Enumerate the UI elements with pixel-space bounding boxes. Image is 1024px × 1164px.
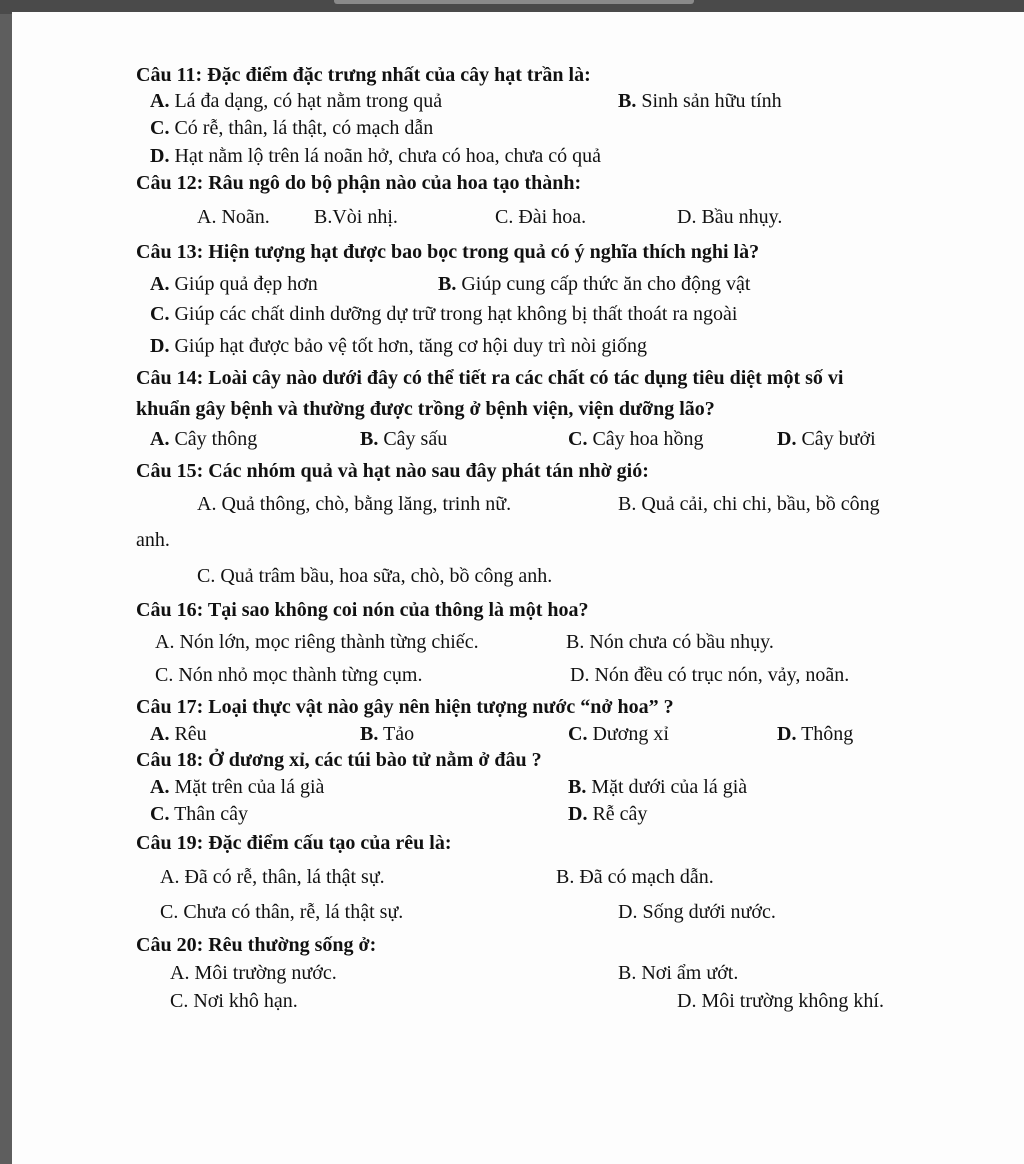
q17-option-a: A. Rêu [150, 723, 207, 745]
q17-option-b: B. Tảo [360, 723, 415, 745]
q18-option-c: C. Thân cây [150, 803, 248, 825]
q18-option-b: B. Mặt dưới của lá già [568, 776, 748, 798]
q17-option-d: D. Thông [777, 723, 854, 745]
question-13: Câu 13: Hiện tượng hạt được bao bọc trong quả có ý nghĩa thích nghi là? [136, 241, 760, 263]
q15-option-b-cont: anh. [136, 529, 170, 551]
question-20: Câu 20: Rêu thường sống ở: [136, 934, 377, 956]
question-15: Câu 15: Các nhóm quả và hạt nào sau đây phát tán nhờ gió: [136, 460, 649, 482]
q13-option-b: B. Giúp cung cấp thức ăn cho động vật [438, 273, 751, 295]
q20-option-c: C. Nơi khô hạn. [170, 990, 298, 1012]
q14-option-c: C. Cây hoa hồng [568, 428, 704, 450]
q13-option-d: D. Giúp hạt được bảo vệ tốt hơn, tăng cơ hội duy trì nòi giống [150, 335, 647, 357]
q14-option-b: B. Cây sấu [360, 428, 448, 450]
question-11: Câu 11: Đặc điểm đặc trưng nhất của cây hạt trần là: [136, 64, 591, 86]
document-page [12, 12, 1024, 1164]
q15-option-b: B. Quả cải, chi chi, bầu, bồ công [618, 493, 880, 515]
q11-option-d: D. Hạt nằm lộ trên lá noãn hở, chưa có hoa, chưa có quả [150, 145, 601, 167]
q12-option-c: C. Đài hoa. [495, 206, 587, 228]
question-18: Câu 18: Ở dương xỉ, các túi bào tử nằm ở đâu ? [136, 749, 542, 771]
q13-option-c: C. Giúp các chất dinh dưỡng dự trữ trong hạt không bị thất thoát ra ngoài [150, 303, 738, 325]
q12-option-a: A. Noãn. [197, 206, 270, 228]
q19-option-a: A. Đã có rễ, thân, lá thật sự. [160, 866, 385, 888]
q18-option-d: D. Rễ cây [568, 803, 648, 825]
viewer-tab [334, 0, 694, 4]
q16-option-c: C. Nón nhỏ mọc thành từng cụm. [155, 664, 423, 686]
question-17: Câu 17: Loại thực vật nào gây nên hiện tượng nước “nở hoa” ? [136, 696, 674, 718]
q20-option-b: B. Nơi ẩm ướt. [618, 962, 739, 984]
q16-option-a: A. Nón lớn, mọc riêng thành từng chiếc. [155, 631, 479, 653]
question-19: Câu 19: Đặc điểm cấu tạo của rêu là: [136, 832, 452, 854]
q15-option-c: C. Quả trâm bầu, hoa sữa, chò, bồ công anh. [197, 565, 553, 587]
q16-option-d: D. Nón đều có trục nón, vảy, noãn. [570, 664, 850, 686]
q20-option-d: D. Môi trường không khí. [677, 990, 884, 1012]
question-12: Câu 12: Râu ngô do bộ phận nào của hoa tạo thành: [136, 172, 582, 194]
q19-option-b: B. Đã có mạch dẫn. [556, 866, 714, 888]
question-14-line-2: khuẩn gây bệnh và thường được trồng ở bệnh viện, viện dưỡng lão? [136, 398, 715, 420]
q12-option-d: D. Bầu nhụy. [677, 206, 783, 228]
q12-option-b: B.Vòi nhị. [314, 206, 398, 228]
q11-option-c: C. Có rễ, thân, lá thật, có mạch dẫn [150, 117, 434, 139]
q15-option-a: A. Quả thông, chò, bằng lăng, trinh nữ. [197, 493, 512, 515]
q19-option-d: D. Sống dưới nước. [618, 901, 776, 923]
question-14: Câu 14: Loài cây nào dưới đây có thể tiết ra các chất có tác dụng tiêu diệt một số vi [136, 367, 844, 389]
q14-option-d: D. Cây bưởi [777, 428, 876, 450]
q16-option-b: B. Nón chưa có bầu nhụy. [566, 631, 774, 653]
question-16: Câu 16: Tại sao không coi nón của thông là một hoa? [136, 599, 589, 621]
q20-option-a: A. Môi trường nước. [170, 962, 337, 984]
q11-option-b: B. Sinh sản hữu tính [618, 90, 782, 112]
q19-option-c: C. Chưa có thân, rễ, lá thật sự. [160, 901, 404, 923]
q13-option-a: A. Giúp quả đẹp hơn [150, 273, 318, 295]
q11-option-a: A. Lá đa dạng, có hạt nằm trong quả [150, 90, 443, 112]
q18-option-a: A. Mặt trên của lá già [150, 776, 325, 798]
q17-option-c: C. Dương xỉ [568, 723, 669, 745]
q14-option-a: A. Cây thông [150, 428, 258, 450]
